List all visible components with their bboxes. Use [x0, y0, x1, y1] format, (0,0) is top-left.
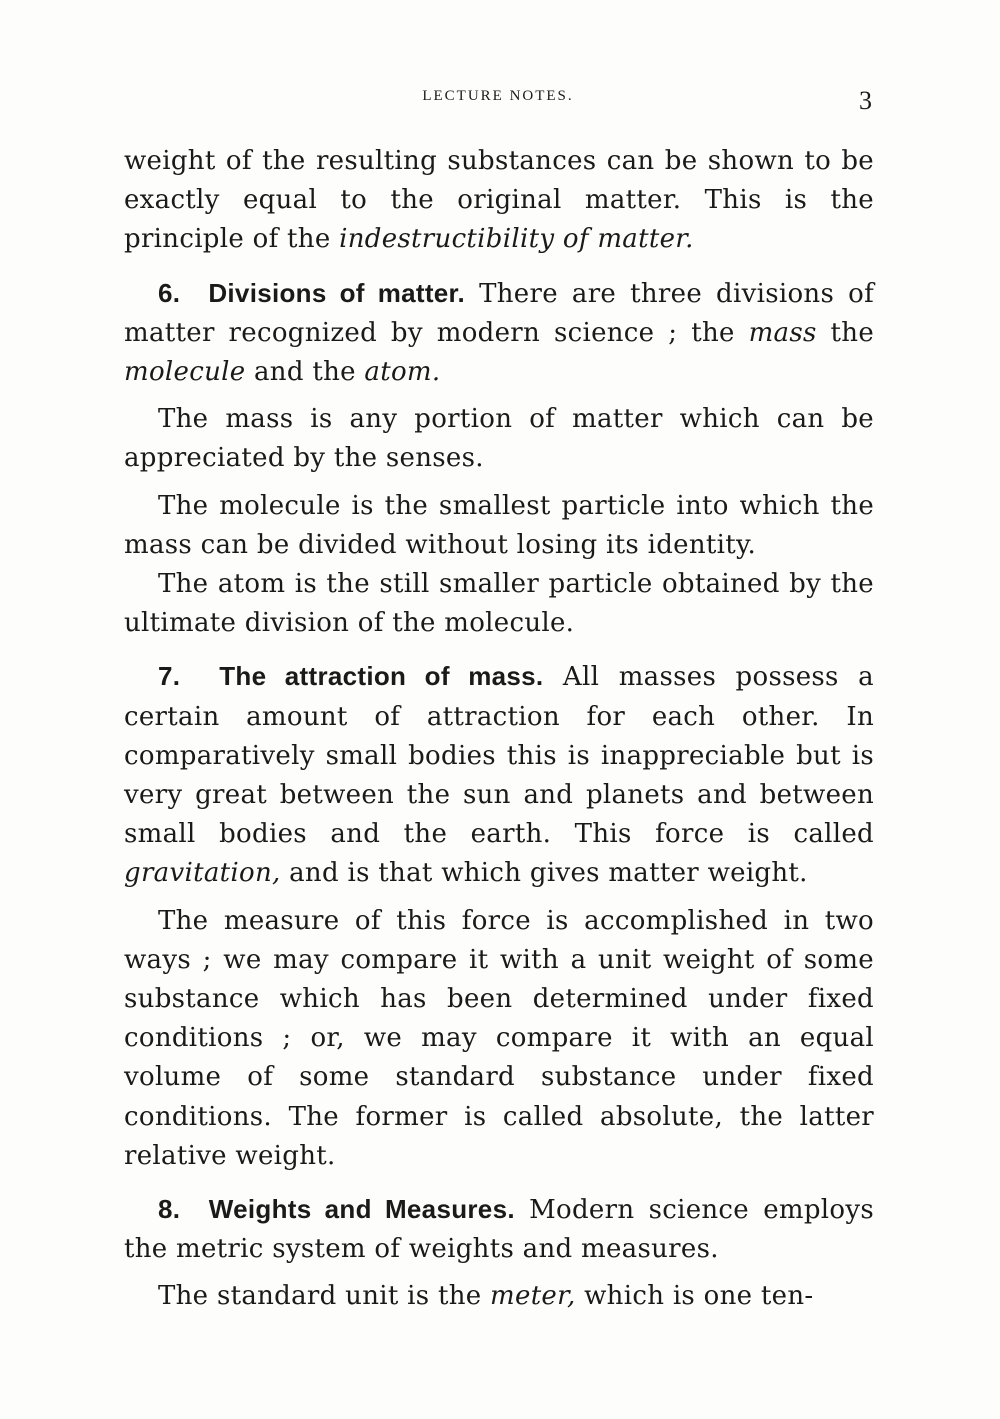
paragraph-measure: The measure of this force is accomplished in two ways ; we may compare it with a unit weight of some substance which has been determined under fixed conditions ; or, we may compare it with an equal volume of some standard substance under fixed conditions. The former is called absolute, the latter relative weight. — [124, 905, 874, 1171]
paragraph-mass-definition: The mass is any portion of matter which can be appreciated by the senses. — [124, 404, 874, 474]
paragraph-standard-unit: The standard unit is the meter, which is one ten- — [158, 1281, 814, 1312]
italic-term: meter, — [490, 1281, 576, 1312]
running-head: LECTURE NOTES. — [422, 88, 574, 104]
italic-term: atom. — [364, 357, 441, 388]
section-number: 8. — [158, 1194, 181, 1225]
section-8-weights: 8. Weights and Measures. Modern science employs the metric system of weights and measures. — [124, 1194, 874, 1265]
italic-term: gravitation, — [124, 858, 281, 889]
section-number: 6. — [158, 277, 181, 308]
page-body — [124, 142, 874, 1317]
page-number: 3 — [859, 86, 872, 115]
section-heading: Divisions of matter. — [208, 277, 466, 308]
paragraph-indestructibility: weight of the resulting substances can be shown to be exactly equal to the original matter. This is the principle of the indestructibility of matter. — [124, 146, 874, 255]
section-heading: The attraction of mass. — [219, 661, 544, 692]
section-7-attraction: 7. The attraction of mass. All masses possess a certain amount of attraction for each other. In comparatively small bodies this is inappreciable but is very great between the sun and planets and between small bodies and the earth. This force is called gravitation, and is that which gives matter weight. — [124, 661, 874, 889]
paragraph-molecule-definition: The molecule is the smallest particle into which the mass can be divided without losing its identity. — [124, 490, 874, 560]
section-6-divisions: 6. Divisions of matter. There are three divisions of matter recognized by modern science ; the mass the molecule and the atom. — [124, 277, 874, 388]
italic-term: mass — [748, 317, 817, 348]
section-heading: Weights and Measures. — [208, 1194, 515, 1225]
italic-term: molecule — [124, 357, 246, 388]
page-header — [124, 86, 872, 116]
italic-term: indestructibility of matter. — [339, 224, 694, 255]
paragraph-atom-definition: The atom is the still smaller particle obtained by the ultimate division of the molecule. — [124, 569, 874, 639]
section-number: 7. — [158, 661, 181, 692]
